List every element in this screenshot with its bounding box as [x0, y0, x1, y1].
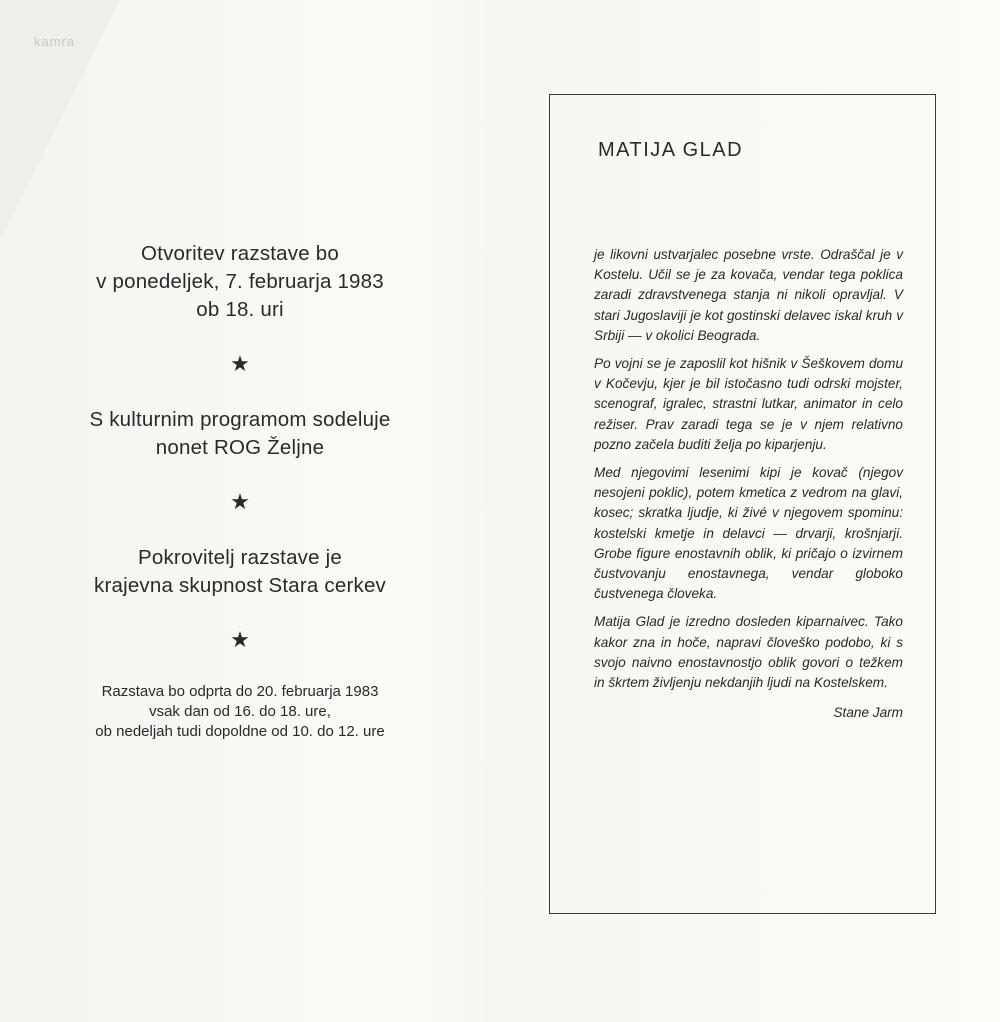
bio-paragraph: Med njegovimi lesenimi kipi je kovač (njegov nesojeni poklic), potem kmetica z vedrom na glavi, kosec; skratka ljudje, ki živé v njegovem spominu: kostelski kmetje in delavci — drvarji, krošnjarji. Grobe figure enostavnih oblik, ki pričajo o izvirnem čustvovanju enostavnega, vendar globoko čustvenega človeka. [594, 465, 903, 602]
star-divider: ★ [230, 627, 250, 652]
hours-line: ob nedeljah tudi dopoldne od 10. do 12. ure [95, 723, 385, 740]
star-divider: ★ [230, 351, 250, 376]
left-panel [60, 240, 420, 742]
bio-paragraph: Matija Glad je izredno dosleden kiparnaivec. Tako kakor zna in hoče, napravi človeško podobo, ki s svojo naivno enostavnostjo oblik govori o težkem in škrtem življenju nekdanjih ljudi na Kostelskem. [594, 614, 903, 691]
hours-line: vsak dan od 16. do 18. ure, [149, 703, 331, 720]
opening-info [60, 240, 420, 324]
opening-line: ob 18. uri [196, 298, 284, 321]
author-signature: Stane Jarm [833, 705, 903, 721]
star-divider: ★ [230, 489, 250, 514]
artist-name: MATIJA GLAD [598, 139, 744, 161]
program-line: nonet ROG Željne [155, 436, 325, 459]
patron-info [60, 544, 420, 600]
artist-bio-frame [549, 94, 936, 914]
bio-paragraph: je likovni ustvarjalec posebne vrste. Odraščal je v Kostelu. Učil se je za kovača, vendar tega poklica zaradi zdravstvenega stanja ni nikoli opravljal. V stari Jugoslaviji je kot gostinski delavec iskal kruh v Srbiji — v okolici Beograda. [594, 247, 903, 343]
watermark-stamp: kamra [34, 34, 76, 49]
program-info [60, 406, 420, 462]
hours-info [60, 682, 420, 742]
hours-line: Razstava bo odprta do 20. februarja 1983 [101, 683, 379, 700]
bio-paragraph: Po vojni se je zaposlil kot hišnik v Šeškovem domu v Kočevju, kjer je bil istočasno tudi odrski mojster, scenograf, igralec, strastni lutkar, animator in celo režiser. Prav zaradi tega se je v njem relativno pozno začela buditi želja po kiparjenju. [594, 356, 903, 452]
opening-line: Otvoritev razstave bo [141, 242, 339, 265]
artist-bio [594, 245, 903, 723]
patron-line: Pokrovitelj razstave je [138, 546, 342, 569]
opening-line: v ponedeljek, 7. februarja 1983 [96, 270, 384, 293]
patron-line: krajevna skupnost Stara cerkev [94, 574, 386, 597]
program-line: S kulturnim programom sodeluje [89, 408, 391, 431]
